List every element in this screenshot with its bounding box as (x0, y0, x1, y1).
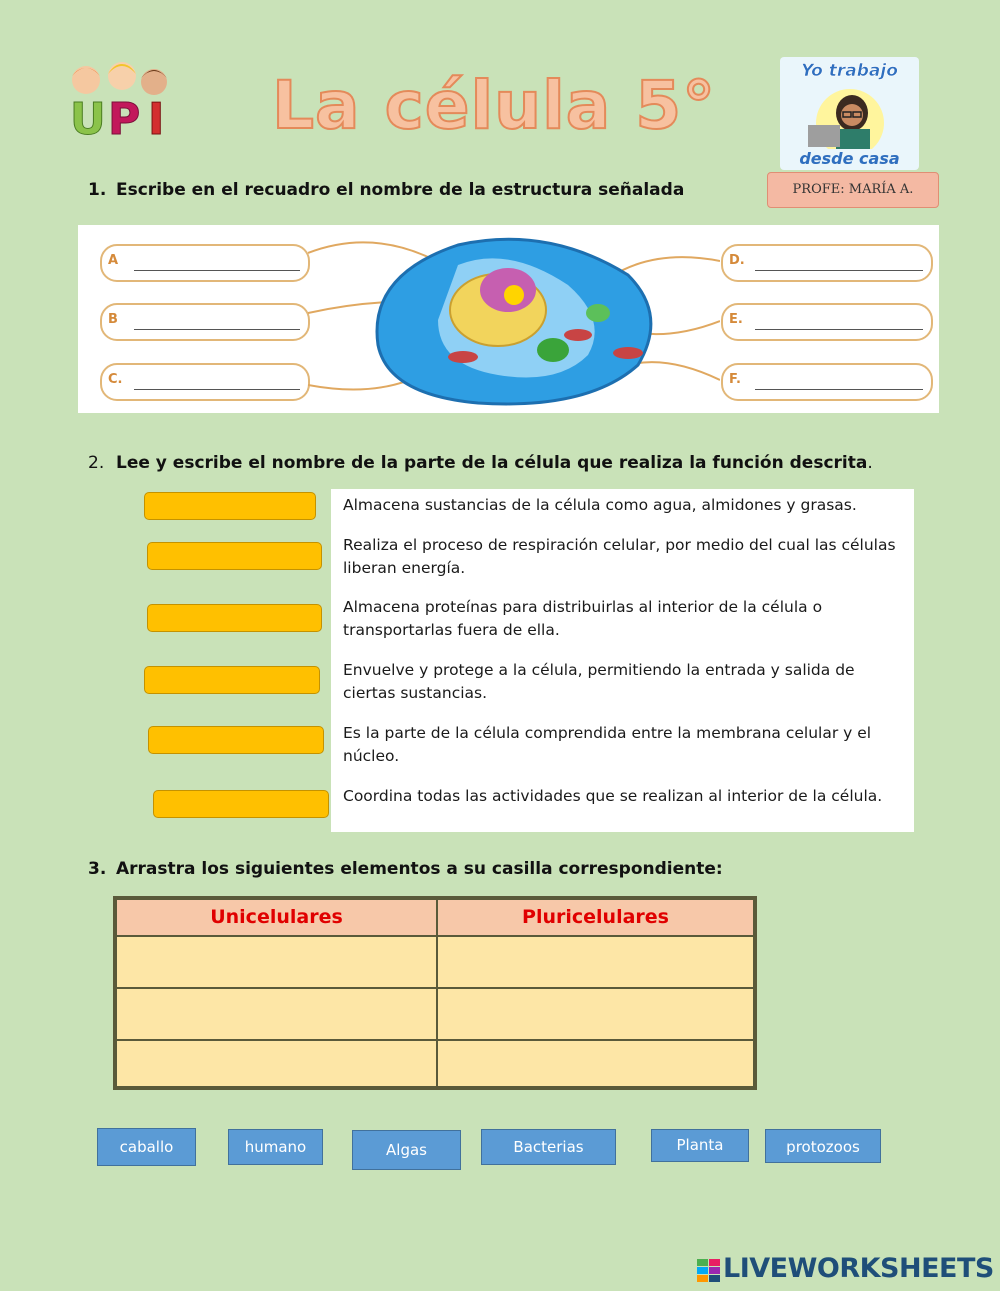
slot-letter: A (108, 253, 119, 268)
function-item: Es la parte de la célula comprendida entre la membrana celular y el núcleo. (343, 724, 872, 765)
badge-line-1: Yo trabajo (801, 61, 898, 81)
label-slot-c[interactable] (100, 363, 310, 401)
q3-prompt: Arrastra los siguientes elementos a su casilla correspondiente: (116, 859, 723, 879)
answer-box-3[interactable] (147, 604, 322, 632)
answer-box-1[interactable] (144, 492, 316, 520)
function-item: Almacena proteínas para distribuirlas al interior de la célula o transportarlas fuera de ella. (343, 598, 823, 639)
answer-box-4[interactable] (144, 666, 320, 694)
function-item: Realiza el proceso de respiración celular, por medio del cual las células liberan energía. (343, 536, 896, 577)
svg-text:P: P (108, 94, 141, 140)
q3-title (88, 859, 723, 879)
drop-cell-uni-1[interactable] (116, 936, 437, 988)
drop-cell-pluri-3[interactable] (437, 1040, 754, 1087)
q3-number: 3. (88, 859, 107, 879)
q1-number: 1. (88, 180, 107, 200)
drag-chip-planta[interactable]: Planta (651, 1129, 749, 1162)
q2-title (88, 453, 873, 473)
function-descriptions (331, 489, 914, 832)
q2-prompt: Lee y escribe el nombre de la parte de la célula que realiza la función descrita (116, 453, 868, 473)
svg-text:U: U (70, 94, 106, 140)
answer-box-5[interactable] (148, 726, 324, 754)
label-slot-f[interactable] (721, 363, 933, 401)
drop-cell-pluri-1[interactable] (437, 936, 754, 988)
liveworksheets-logo (697, 1253, 997, 1287)
drop-cell-uni-3[interactable] (116, 1040, 437, 1087)
cell-diagram (78, 225, 939, 413)
drag-chip-caballo[interactable]: caballo (97, 1128, 196, 1166)
label-slot-a[interactable] (100, 244, 310, 282)
slot-letter: B (108, 312, 118, 327)
answer-box-2[interactable] (147, 542, 322, 570)
teacher-name-label: PROFE: MARÍA A. (767, 172, 939, 208)
function-item: Almacena sustancias de la célula como agua, almidones y grasas. (343, 496, 857, 514)
slot-letter: F. (729, 372, 741, 387)
liveworksheets-icon (697, 1259, 721, 1283)
label-slot-e[interactable] (721, 303, 933, 341)
slot-letter: D. (729, 253, 745, 268)
column-header-unicelulares: Unicelulares (116, 899, 437, 936)
q2-number: 2. (88, 453, 105, 473)
drag-chip-algas[interactable]: Algas (352, 1130, 461, 1170)
q1-prompt: Escribe en el recuadro el nombre de la estructura señalada (116, 180, 685, 200)
drag-chip-protozoos[interactable]: protozoos (765, 1129, 881, 1163)
label-slot-b[interactable] (100, 303, 310, 341)
svg-text:I: I (148, 94, 165, 140)
function-item: Coordina todas las actividades que se realizan al interior de la célula. (343, 787, 883, 805)
cell-illustration-icon (308, 225, 720, 413)
classification-table (113, 896, 757, 1090)
page-title: La célula 5° (272, 67, 717, 144)
school-logo (64, 60, 179, 140)
drop-cell-pluri-2[interactable] (437, 988, 754, 1040)
brand-text: LIVEWORKSHEETS (723, 1253, 994, 1284)
label-slot-d[interactable] (721, 244, 933, 282)
drag-chip-bacterias[interactable]: Bacterias (481, 1129, 616, 1165)
badge-line-2: desde casa (799, 149, 900, 168)
slot-letter: C. (108, 372, 123, 387)
column-header-pluricelulares: Pluricelulares (437, 899, 754, 936)
teacher-avatar-icon (790, 83, 909, 149)
drag-chip-humano[interactable]: humano (228, 1129, 323, 1165)
function-item: Envuelve y protege a la célula, permitiendo la entrada y salida de ciertas sustancias. (343, 661, 855, 702)
answer-box-6[interactable] (153, 790, 329, 818)
q1-title (88, 180, 684, 200)
q2-prompt-end: . (867, 453, 873, 473)
teacher-avatar-badge (780, 57, 919, 170)
slot-letter: E. (729, 312, 743, 327)
drop-cell-uni-2[interactable] (116, 988, 437, 1040)
